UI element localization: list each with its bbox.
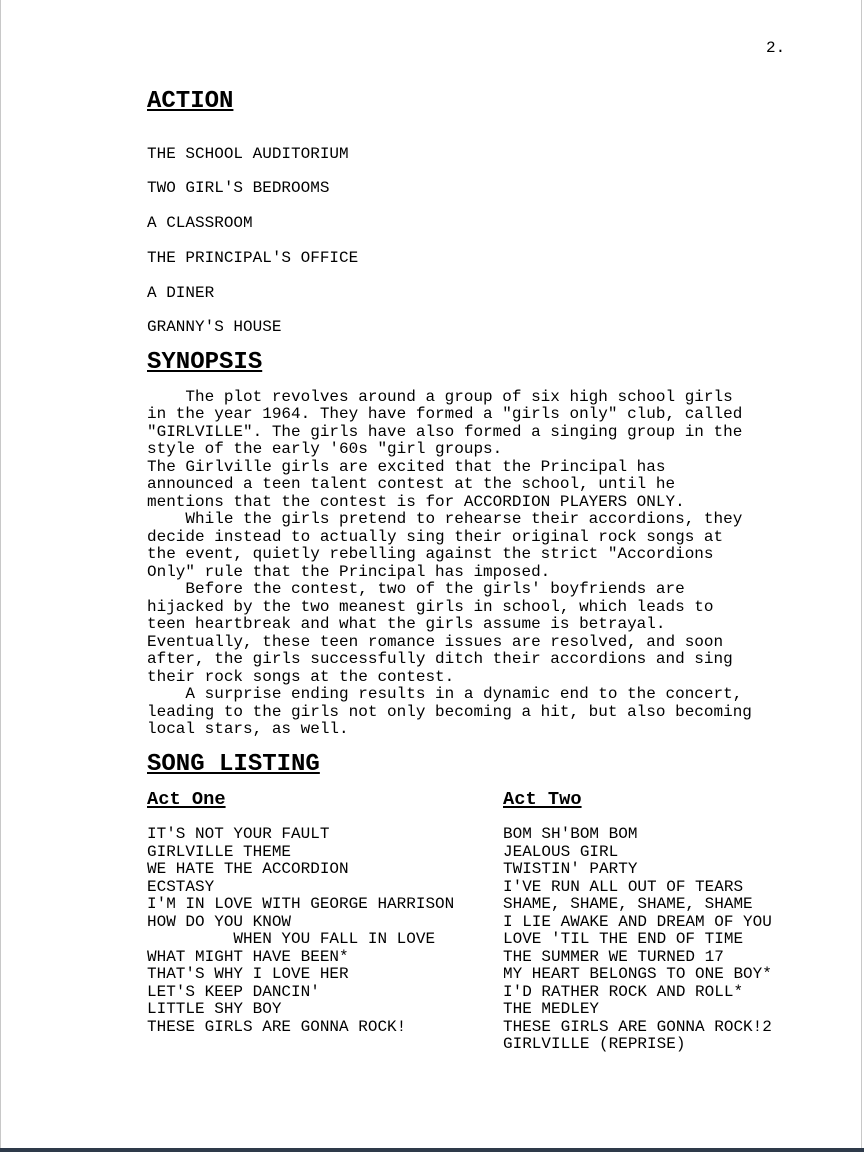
song-item: LITTLE SHY BOY xyxy=(147,1000,282,1019)
act-one-column xyxy=(147,788,455,1036)
song-item: GIRLVILLE (REPRISE) xyxy=(503,1035,686,1054)
act-two-column xyxy=(503,788,772,1054)
song-item: LET'S KEEP DANCIN' xyxy=(147,982,320,1001)
location-item: THE SCHOOL AUDITORIUM xyxy=(147,144,349,163)
song-item: WHAT MIGHT HAVE BEEN* xyxy=(147,947,349,966)
location-item: A CLASSROOM xyxy=(147,214,253,233)
song-item: WHEN YOU FALL IN LOVE xyxy=(147,930,436,949)
song-item: IT'S NOT YOUR FAULT xyxy=(147,825,330,844)
song-item: MY HEART BELONGS TO ONE BOY* xyxy=(503,965,772,984)
synopsis-paragraph: The plot revolves around a group of six high school girls in the year 1964. They have formed a "girls only" club, called "GIRLVILLE". The girls have also formed a singing group in the style of the early '60s "girl groups. xyxy=(147,387,743,459)
song-item: ECSTASY xyxy=(147,877,215,896)
act-one-heading: Act One xyxy=(147,788,226,811)
song-item: I LIE AWAKE AND DREAM OF YOU xyxy=(503,912,772,931)
page-content xyxy=(147,88,807,1071)
song-item: THE MEDLEY xyxy=(503,1000,600,1019)
action-heading: ACTION xyxy=(147,88,234,115)
location-list xyxy=(147,146,807,337)
song-item: THE SUMMER WE TURNED 17 xyxy=(503,947,724,966)
location-item: THE PRINCIPAL'S OFFICE xyxy=(147,248,359,267)
song-item: JEALOUS GIRL xyxy=(503,842,619,861)
song-columns xyxy=(147,788,807,1071)
synopsis-paragraph: A surprise ending results in a dynamic end to the concert, leading to the girls not only becoming a hit, but also becoming local stars, as well. xyxy=(147,685,752,739)
song-item: GIRLVILLE THEME xyxy=(147,842,292,861)
page-number: 2. xyxy=(766,39,786,57)
song-item: HOW DO YOU KNOW xyxy=(147,912,292,931)
song-item: WE HATE THE ACCORDION xyxy=(147,860,349,879)
song-item: THESE GIRLS ARE GONNA ROCK! xyxy=(147,1017,407,1036)
song-item: THAT'S WHY I LOVE HER xyxy=(147,965,349,984)
song-item: I'VE RUN ALL OUT OF TEARS xyxy=(503,877,744,896)
song-item: SHAME, SHAME, SHAME, SHAME xyxy=(503,895,753,914)
location-item: A DINER xyxy=(147,283,215,302)
song-item: TWISTIN' PARTY xyxy=(503,860,638,879)
window-bottom-border xyxy=(0,1148,864,1152)
synopsis-heading: SYNOPSIS xyxy=(147,349,263,377)
act-two-heading: Act Two xyxy=(503,788,582,811)
song-item: I'M IN LOVE WITH GEORGE HARRISON xyxy=(147,895,455,914)
song-item: THESE GIRLS ARE GONNA ROCK!2 xyxy=(503,1017,772,1036)
song-listing-heading: SONG LISTING xyxy=(147,751,320,779)
synopsis-paragraph: The Girlville girls are excited that the Principal has announced a teen talent contest at the school, until he mentions that the contest is for ACCORDION PLAYERS ONLY. xyxy=(147,457,685,511)
act-one-song-list xyxy=(147,826,454,1036)
synopsis-paragraph: Before the contest, two of the girls' boyfriends are hijacked by the two meanest girls in school, which leads to teen heartbreak and what the girls assume is betrayal. Eventually, these teen romance issues are resolved, and soon after, the girls successfully ditch their accordions and sing their rock songs at the contest. xyxy=(147,580,733,686)
song-item: BOM SH'BOM BOM xyxy=(503,825,638,844)
song-item: I'D RATHER ROCK AND ROLL* xyxy=(503,982,744,1001)
location-item: TWO GIRL'S BEDROOMS xyxy=(147,179,330,198)
act-two-song-list xyxy=(503,826,772,1054)
location-item: GRANNY'S HOUSE xyxy=(147,318,282,337)
song-item: LOVE 'TIL THE END OF TIME xyxy=(503,930,744,949)
synopsis-paragraph: While the girls pretend to rehearse their accordions, they decide instead to actually sing their original rock songs at the event, quietly rebelling against the strict "Accordions Only" rule that the Principal has imposed. xyxy=(147,510,743,581)
